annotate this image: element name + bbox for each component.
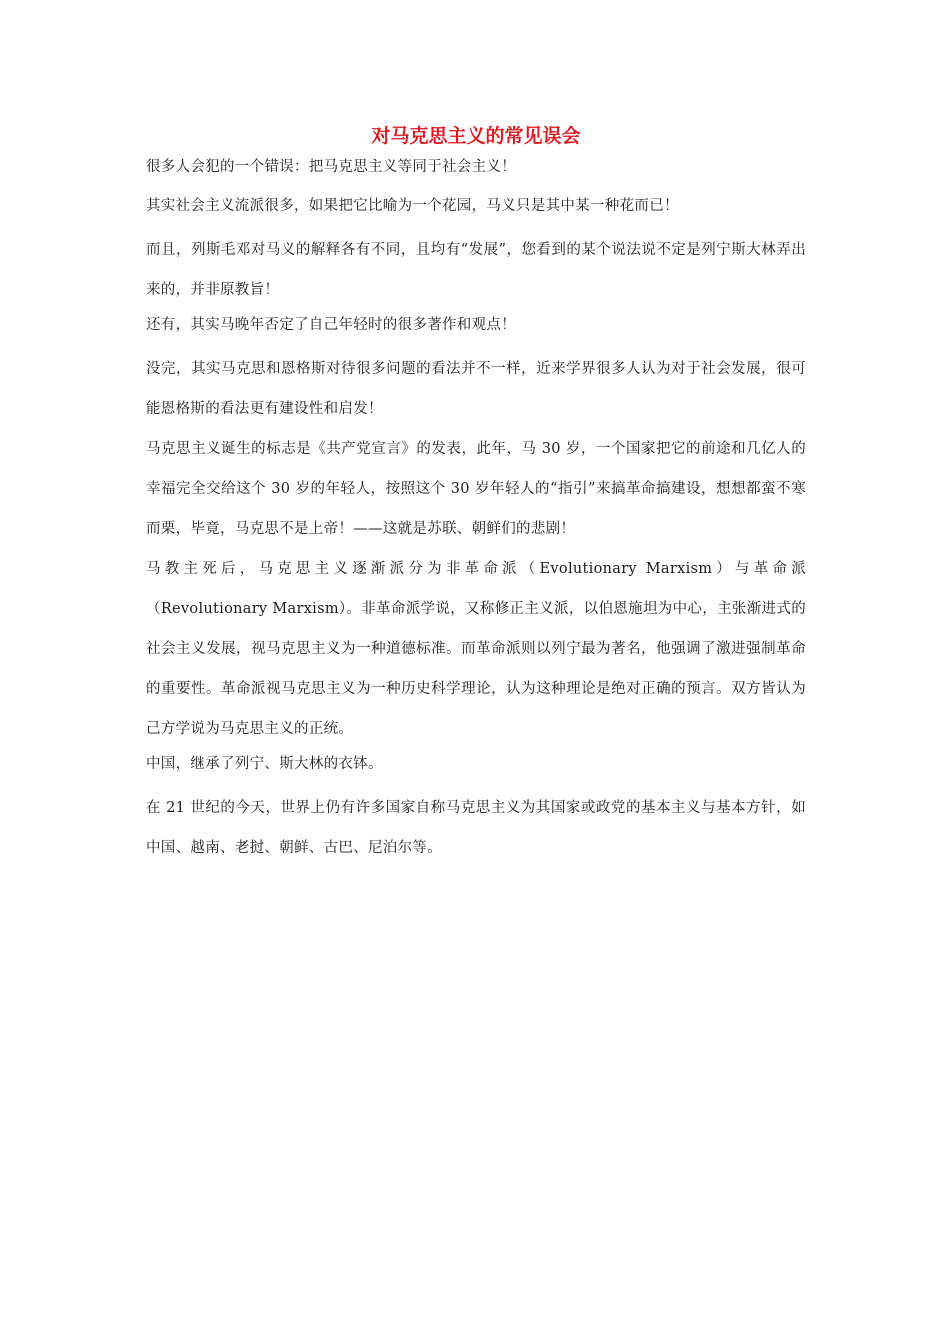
paragraph-8: 中国，继承了列宁、斯大林的衣钵。	[146, 756, 383, 772]
paragraph-3: 而且，列斯毛邓对马义的解释各有不同，且均有“发展”，您看到的某个说法说不定是列宁斯大林弄出来的，并非原教旨！	[146, 242, 806, 298]
document-body	[146, 122, 806, 868]
paragraph-2: 其实社会主义流派很多，如果把它比喻为一个花园，马义只是其中某一种花而已！	[146, 198, 679, 214]
paragraph-7: 马教主死后，马克思主义逐渐派分为非革命派（Evolutionary Marxism）与革命派（Revolutionary Marxism）。非革命派学说，又称修正主义派，以伯恩施坦为中心，主张渐进式的社会主义发展，视马克思主义为一种道德标准。而革命派则以列宁最为著名，他强调了激进强制革命的重要性。革命派视马克思主义为一种历史科学理论，认为这种理论是绝对正确的预言。双方皆认为己方学说为马克思主义的正统。	[146, 561, 806, 737]
page-title: 对马克思主义的常见误会	[371, 125, 581, 147]
paragraph-4: 还有，其实马晚年否定了自己年轻时的很多著作和观点！	[146, 317, 516, 333]
paragraph-6: 马克思主义诞生的标志是《共产党宣言》的发表，此年，马 30 岁，一个国家把它的前途和几亿人的幸福完全交给这个 30 岁的年轻人，按照这个 30 岁年轻人的“指引”来搞革命搞建设，想想都蛮不寒而栗，毕竟，马克思不是上帝！——这就是苏联、朝鲜们的悲剧！	[146, 441, 806, 537]
paragraph-1: 很多人会犯的一个错误：把马克思主义等同于社会主义！	[146, 159, 516, 175]
paragraph-9: 在 21 世纪的今天，世界上仍有许多国家自称马克思主义为其国家或政党的基本主义与基本方针，如中国、越南、老挝、朝鲜、古巴、尼泊尔等。	[146, 800, 806, 856]
paragraph-5: 没完，其实马克思和恩格斯对待很多问题的看法并不一样，近来学界很多人认为对于社会发展，很可能恩格斯的看法更有建设性和启发！	[146, 361, 806, 417]
